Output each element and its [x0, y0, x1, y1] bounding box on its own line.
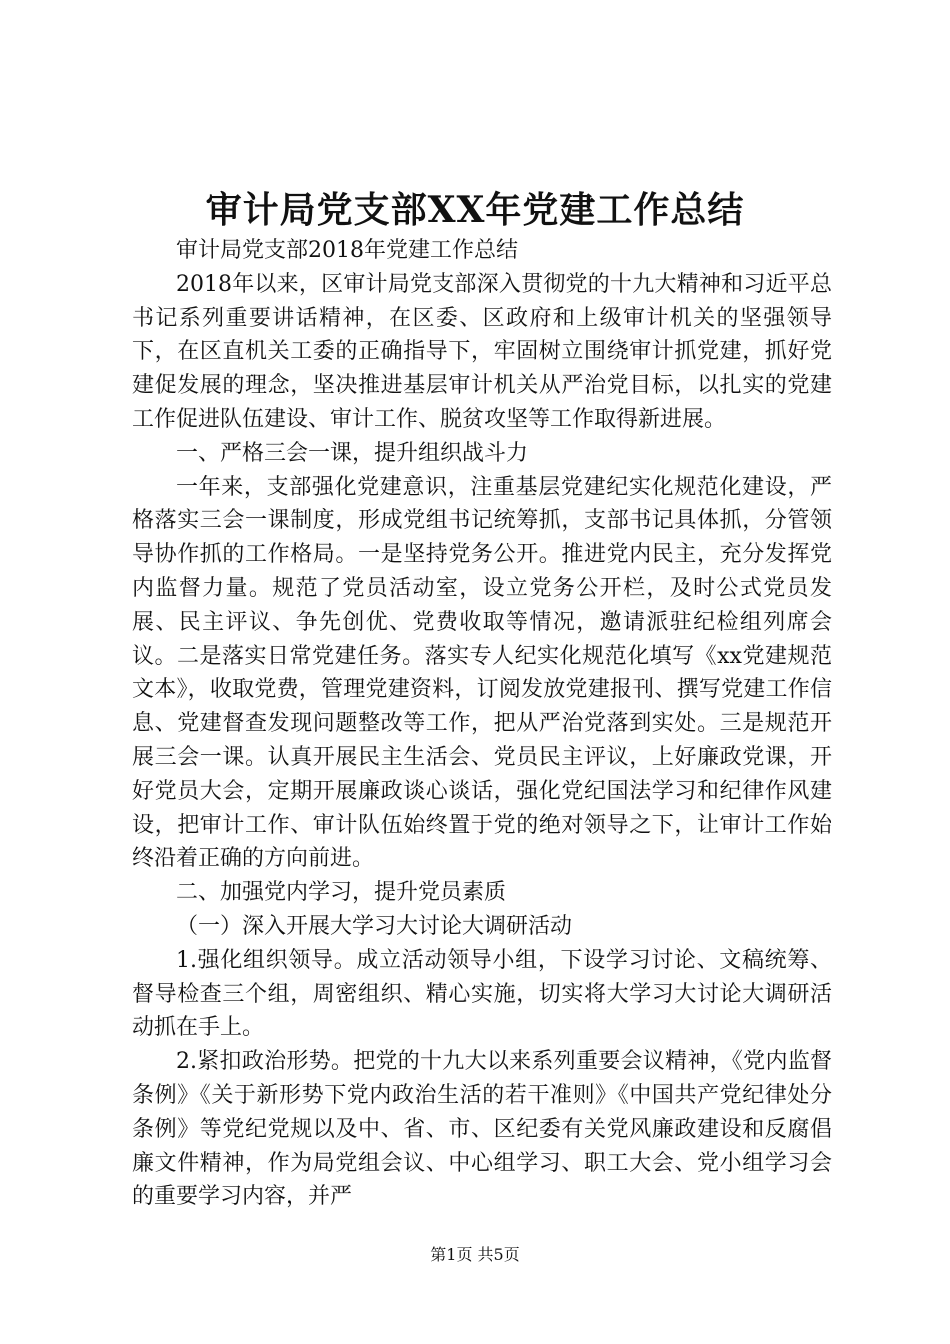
section-heading: 二、加强党内学习，提升党员素质: [176, 880, 507, 906]
body-paragraph: 2018年以来，区审计局党支部深入贯彻党的十九大精神和习近平总书记系列重要讲话精神，在区委、区政府和上级审计机关的坚强领导下，在区直机关工委的正确指导下，牢固树立围绕审计抓党建，抓好党建促发展的理念，坚决推进基层审计机关从严治党目标，以扎实的党建工作促进队伍建设、审计工作、脱贫攻坚等工作取得新进展。: [132, 271, 832, 432]
document-body: [132, 234, 832, 1214]
body-paragraph: 1.强化组织领导。成立活动领导小组，下设学习讨论、文稿统筹、督导检查三个组，周密组织、精心实施，切实将大学习大讨论大调研活动抓在手上。: [132, 947, 832, 1041]
body-paragraph: 一年来，支部强化党建意识，注重基层党建纪实化规范化建设，严格落实三会一课制度，形成党组书记统筹抓，支部书记具体抓，分管领导协作抓的工作格局。一是坚持党务公开。推进党内民主，充分发挥党内监督力量。规范了党员活动室，设立党务公开栏，及时公式党员发展、民主评议、争先创优、党费收取等情况，邀请派驻纪检组列席会议。二是落实日常党建任务。落实专人纪实化规范化填写《xx党建规范文本》，收取党费，管理党建资料，订阅发放党建报刊、撰写党建工作信息、党建督查发现问题整改等工作，把从严治党落到实处。三是规范开展三会一课。认真开展民主生活会、党员民主评议，上好廉政党课，开好党员大会，定期开展廉政谈心谈话，强化党纪国法学习和纪律作风建设，把审计工作、审计队伍始终置于党的绝对领导之下，让审计工作始终沿着正确的方向前进。: [132, 474, 832, 872]
subtitle-paragraph: 审计局党支部2018年党建工作总结: [176, 238, 518, 263]
body-paragraph: 2.紧扣政治形势。把党的十九大以来系列重要会议精神，《党内监督条例》《关于新形势下党内政治生活的若干准则》《中国共产党纪律处分条例》等党纪党规以及中、省、市、区纪委有关党风廉政建设和反腐倡廉文件精神，作为局党组会议、中心组学习、职工大会、党小组学习会的重要学习内容，并严: [132, 1049, 832, 1210]
subsection-heading: （一）深入开展大学习大讨论大调研活动: [176, 913, 573, 939]
document-title: 审计局党支部XX年党建工作总结: [205, 189, 745, 231]
section-heading: 一、严格三会一课，提升组织战斗力: [176, 440, 529, 466]
page-footer: 第1页 共5页: [430, 1245, 520, 1264]
